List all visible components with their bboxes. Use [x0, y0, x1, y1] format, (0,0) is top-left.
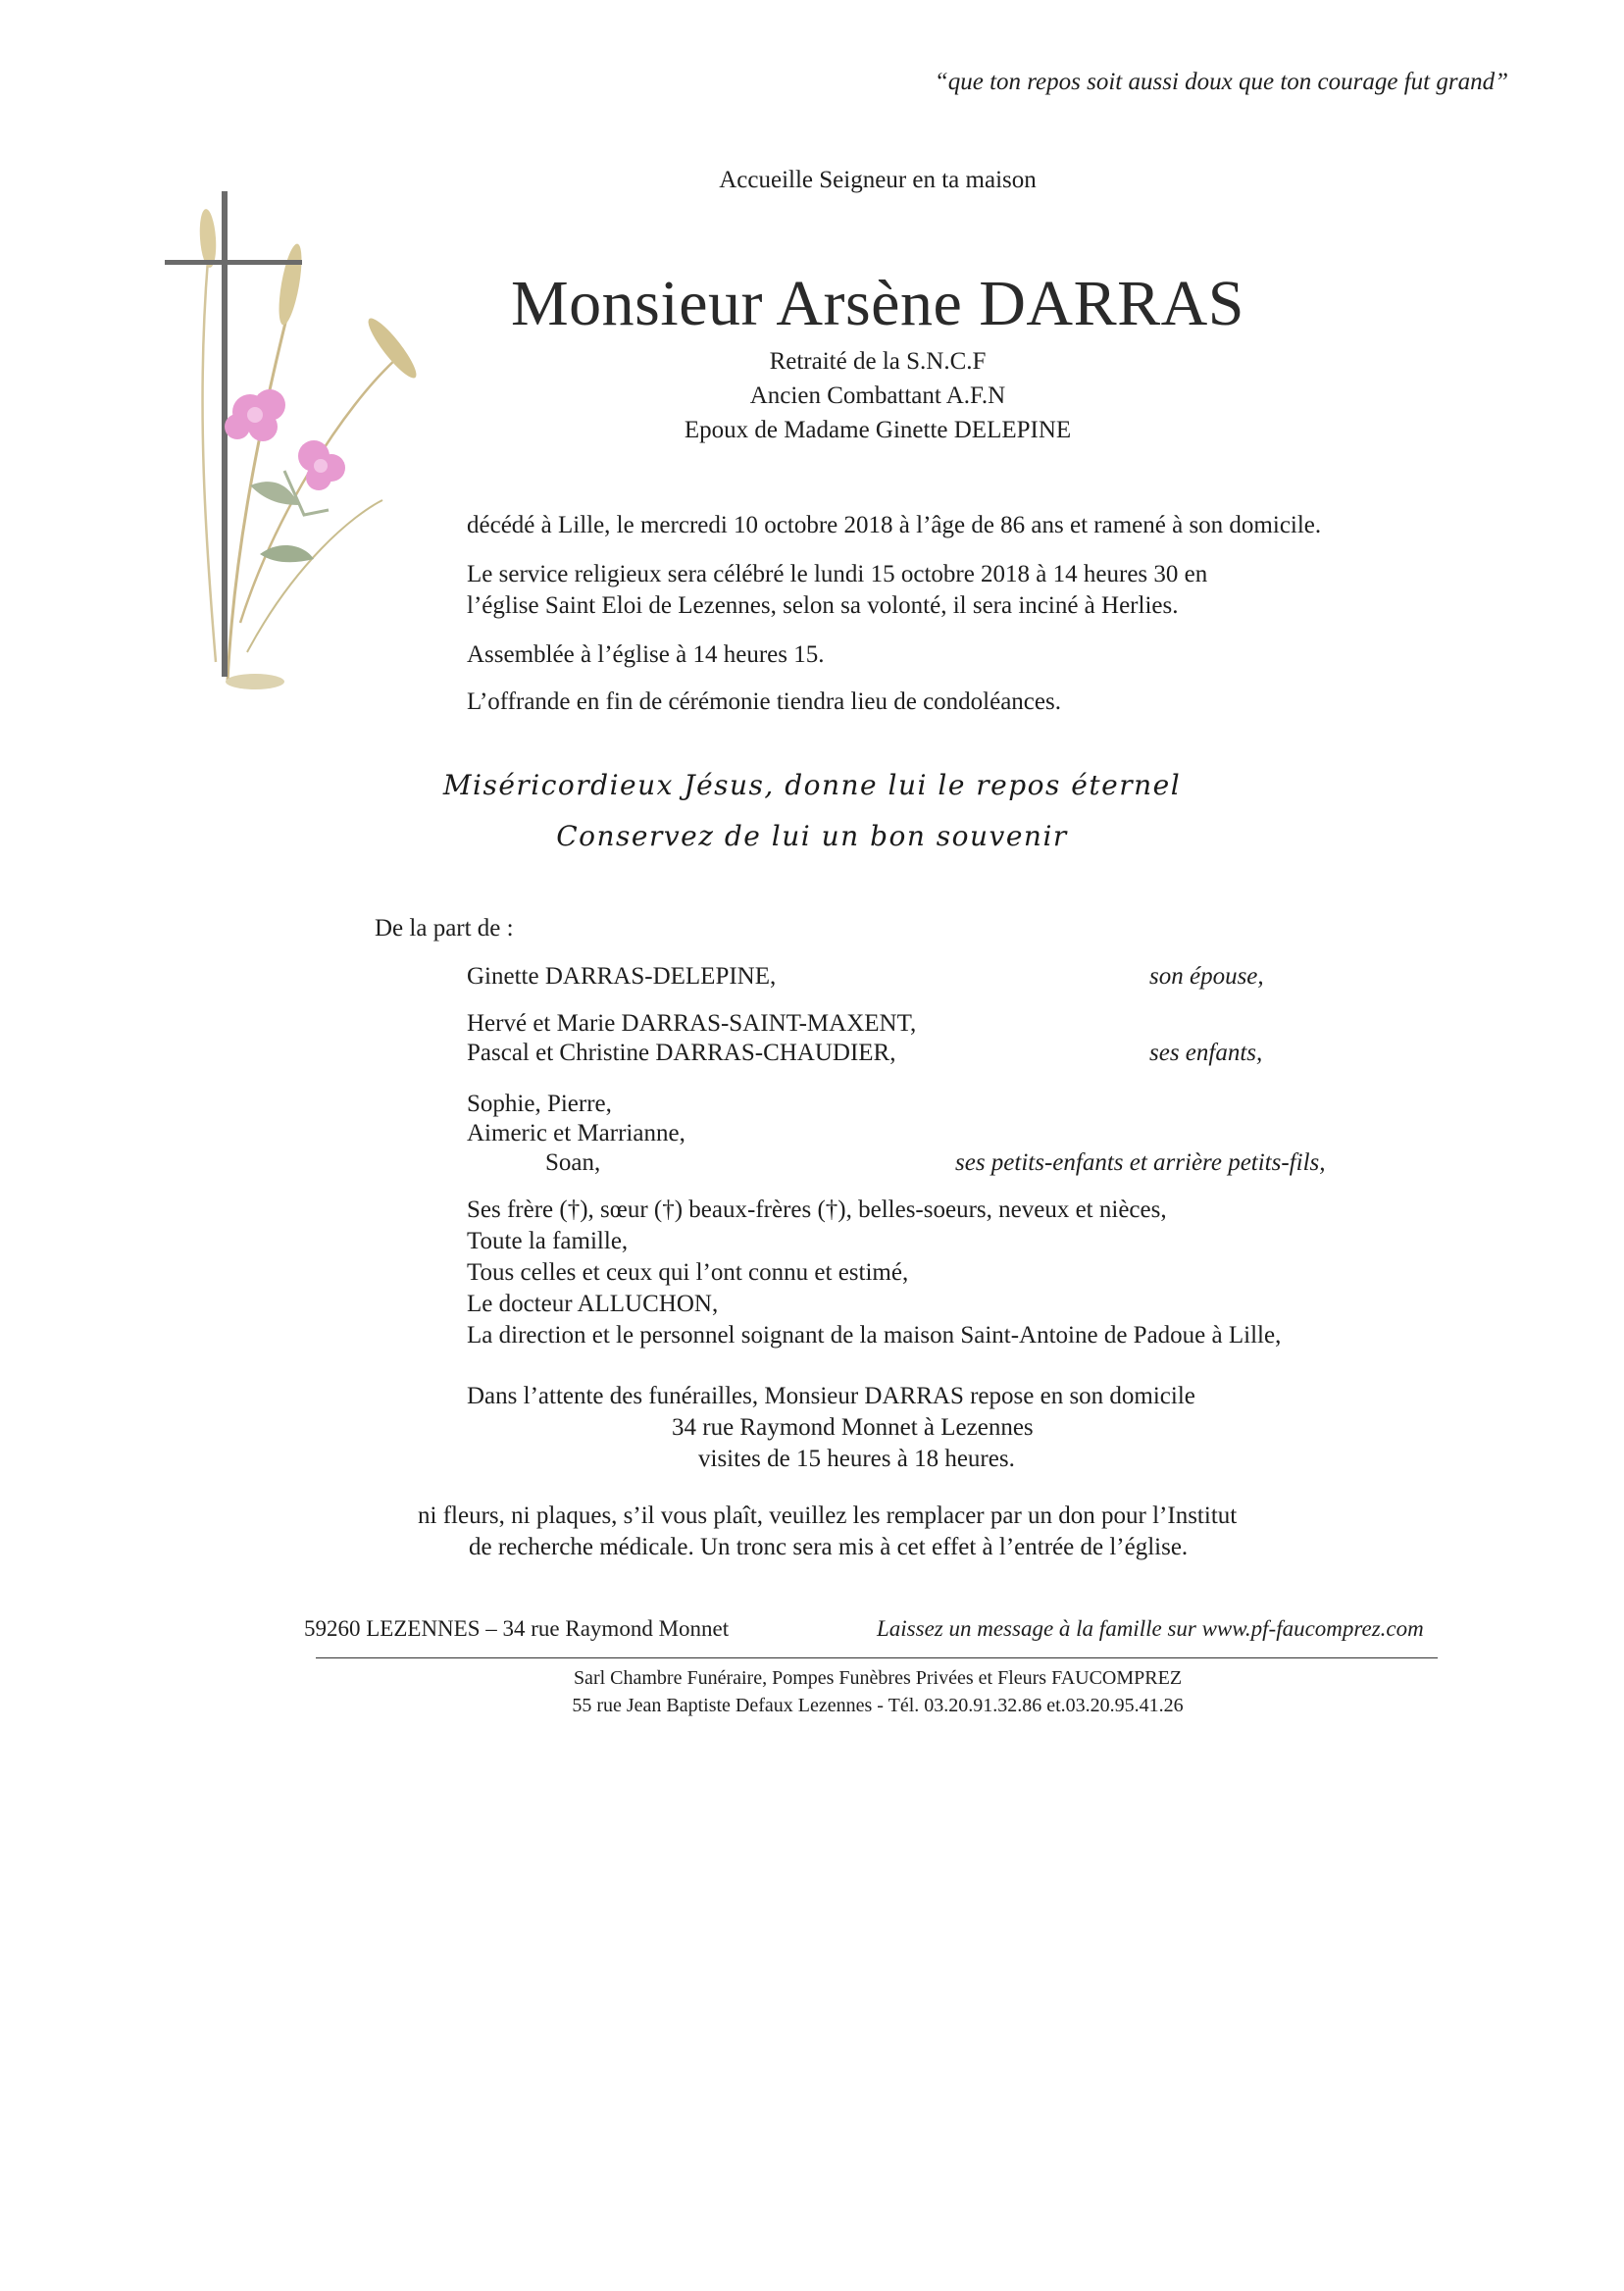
footer-contact: 55 rue Jean Baptiste Defaux Lezennes - Tél. 03.20.91.32.86 et.03.20.95.41.26 — [572, 1695, 1184, 1716]
grandchild-line: Aimeric et Marrianne, — [467, 1120, 685, 1146]
relative-line: Tous celles et ceux qui l’ont connu et estimé, — [467, 1259, 909, 1286]
relative-line: La direction et le personnel soignant de la maison Saint-Antoine de Padoue à Lille, — [467, 1322, 1282, 1349]
wife-role: son épouse, — [1149, 963, 1264, 990]
grandchildren-role: ses petits-enfants et arrière petits-fils, — [955, 1149, 1326, 1176]
footer-divider — [316, 1657, 1438, 1658]
rest-line: 34 rue Raymond Monnet à Lezennes — [672, 1414, 1034, 1441]
footer-address: 59260 LEZENNES – 34 rue Raymond Monnet — [304, 1616, 730, 1641]
cross-flower-ornament — [157, 191, 431, 691]
child-line: Pascal et Christine DARRAS-CHAUDIER, — [467, 1040, 896, 1066]
title-line: Retraité de la S.N.C.F — [769, 348, 987, 375]
epigraph-quote: “que ton repos soit aussi doux que ton courage fut grand” — [934, 69, 1508, 95]
prayer-block — [0, 760, 1624, 862]
relative-line: Le docteur ALLUCHON, — [467, 1291, 719, 1317]
footer-message: Laissez un message à la famille sur www.pf-faucomprez.com — [877, 1616, 1424, 1641]
from-label: De la part de : — [375, 915, 514, 942]
announcement-line: décédé à Lille, le mercredi 10 octobre 2018 à l’âge de 86 ans et ramené à son domicile. — [467, 512, 1322, 538]
deceased-name: Monsieur Arsène DARRAS — [511, 268, 1244, 339]
grandchild-line: Soan, — [545, 1149, 601, 1176]
footer-company: Sarl Chambre Funéraire, Pompes Funèbres Privées et Fleurs FAUCOMPREZ — [573, 1667, 1183, 1689]
welcome-line: Accueille Seigneur en ta maison — [719, 167, 1037, 193]
wife-name: Ginette DARRAS-DELEPINE, — [467, 963, 777, 990]
rest-line: visites de 15 heures à 18 heures. — [698, 1446, 1015, 1472]
announcement-line: Assemblée à l’église à 14 heures 15. — [467, 641, 825, 668]
announcement-line: Le service religieux sera célébré le lundi 15 octobre 2018 à 14 heures 30 en — [467, 561, 1208, 587]
children-role: ses enfants, — [1149, 1040, 1263, 1066]
relative-line: Toute la famille, — [467, 1228, 629, 1254]
rest-line: Dans l’attente des funérailles, Monsieur DARRAS repose en son domicile — [467, 1383, 1195, 1409]
title-line: Epoux de Madame Ginette DELEPINE — [684, 417, 1072, 443]
grandchild-line: Sophie, Pierre, — [467, 1091, 612, 1117]
relative-line: Ses frère (†), sœur (†) beaux-frères (†), belles-soeurs, neveux et nièces, — [467, 1196, 1167, 1223]
prayer-line: Conservez de lui un bon souvenir — [556, 820, 1068, 852]
prayer-line: Miséricordieux Jésus, donne lui le repos éternel — [442, 769, 1182, 801]
flowers-line: ni fleurs, ni plaques, s’il vous plaît, veuillez les remplacer par un don pour l’Institut — [418, 1502, 1238, 1529]
announcement-line: l’église Saint Eloi de Lezennes, selon sa volonté, il sera inciné à Herlies. — [467, 592, 1179, 619]
announcement-line: L’offrande en fin de cérémonie tiendra lieu de condoléances. — [467, 688, 1061, 715]
child-line: Hervé et Marie DARRAS-SAINT-MAXENT, — [467, 1010, 917, 1037]
title-line: Ancien Combattant A.F.N — [749, 382, 1006, 409]
flowers-line: de recherche médicale. Un tronc sera mis à cet effet à l’entrée de l’église. — [469, 1534, 1189, 1560]
